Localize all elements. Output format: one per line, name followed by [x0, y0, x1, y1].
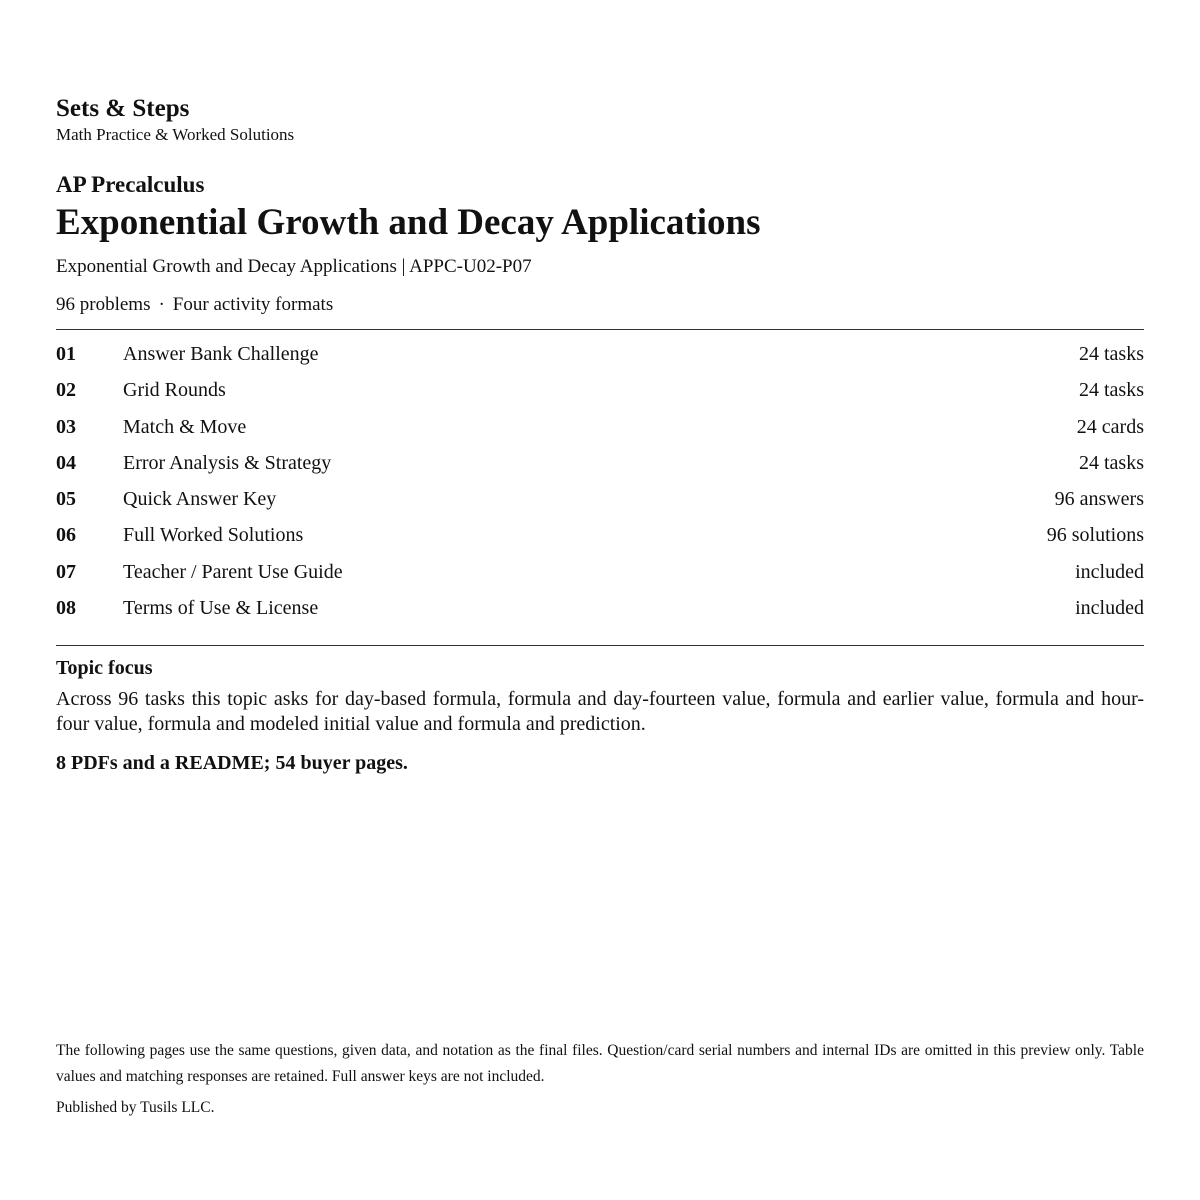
contents-count: 24 tasks: [1079, 343, 1144, 365]
contents-number: 02: [56, 379, 76, 402]
topic-focus-text: Across 96 tasks this topic asks for day-based formula, formula and day-fourteen value, formula and earlier value, formula and hour-four value, formula and modeled initial value and formula and prediction.: [56, 688, 1144, 735]
divider-bottom: [56, 645, 1144, 646]
preview-note: The following pages use the same questions, given data, and notation as the final files. Question/card serial numbers and internal IDs are omitted in this preview only. Table values and matching responses are retained. Full answer keys are not included.: [56, 1042, 1144, 1085]
brand-tagline: Math Practice & Worked Solutions: [56, 125, 295, 144]
contents-row: [56, 558, 1144, 594]
contents-number: 05: [56, 488, 76, 511]
contents-label: Teacher / Parent Use Guide: [123, 560, 343, 583]
contents-number: 04: [56, 451, 76, 474]
contents-label: Full Worked Solutions: [123, 524, 304, 547]
contents-count: 24 tasks: [1079, 451, 1144, 474]
contents-count: 24 tasks: [1079, 379, 1144, 402]
page-title: Exponential Growth and Decay Applications: [56, 202, 761, 243]
contents-row: [56, 340, 1144, 376]
contents-count: 96 answers: [1054, 488, 1144, 511]
contents-count: included: [1075, 597, 1144, 620]
topic-focus-heading: Topic focus: [56, 657, 153, 679]
contents-number: 06: [56, 524, 76, 547]
contents-count: 96 solutions: [1046, 524, 1144, 547]
contents-count: included: [1075, 560, 1144, 583]
contents-label: Grid Rounds: [123, 379, 226, 402]
brand-block: [56, 94, 294, 146]
package-summary: 8 PDFs and a README; 54 buyer pages.: [56, 752, 408, 774]
contents-row: [56, 485, 1144, 521]
contents-row: [56, 449, 1144, 485]
publisher-line: Published by Tusils LLC.: [56, 1099, 215, 1116]
contents-label: Error Analysis & Strategy: [123, 451, 332, 474]
contents-label: Match & Move: [123, 415, 247, 438]
problem-count: 96 problems: [56, 294, 151, 315]
contents-label: Quick Answer Key: [123, 488, 277, 511]
contents-row: [56, 594, 1144, 630]
contents-count: 24 cards: [1076, 415, 1144, 438]
product-preview-page: [56, 0, 1144, 1200]
format-count: Four activity formats: [172, 294, 334, 315]
contents-row: [56, 521, 1144, 557]
contents-label: Answer Bank Challenge: [123, 343, 319, 365]
page-subtitle: Exponential Growth and Decay Applications | APPC-U02-P07: [56, 256, 532, 277]
stats-separator: ·: [158, 294, 165, 315]
contents-row: [56, 376, 1144, 412]
contents-row: [56, 413, 1144, 449]
contents-number: 08: [56, 597, 76, 620]
divider-top: [56, 329, 1144, 330]
contents-number: 01: [56, 343, 76, 365]
contents-number: 03: [56, 415, 76, 438]
contents-list: [56, 340, 1144, 630]
stats-line: [56, 293, 333, 317]
contents-label: Terms of Use & License: [123, 597, 319, 620]
brand-name: Sets & Steps: [56, 95, 190, 122]
course-name: AP Precalculus: [56, 172, 205, 197]
contents-number: 07: [56, 560, 76, 583]
